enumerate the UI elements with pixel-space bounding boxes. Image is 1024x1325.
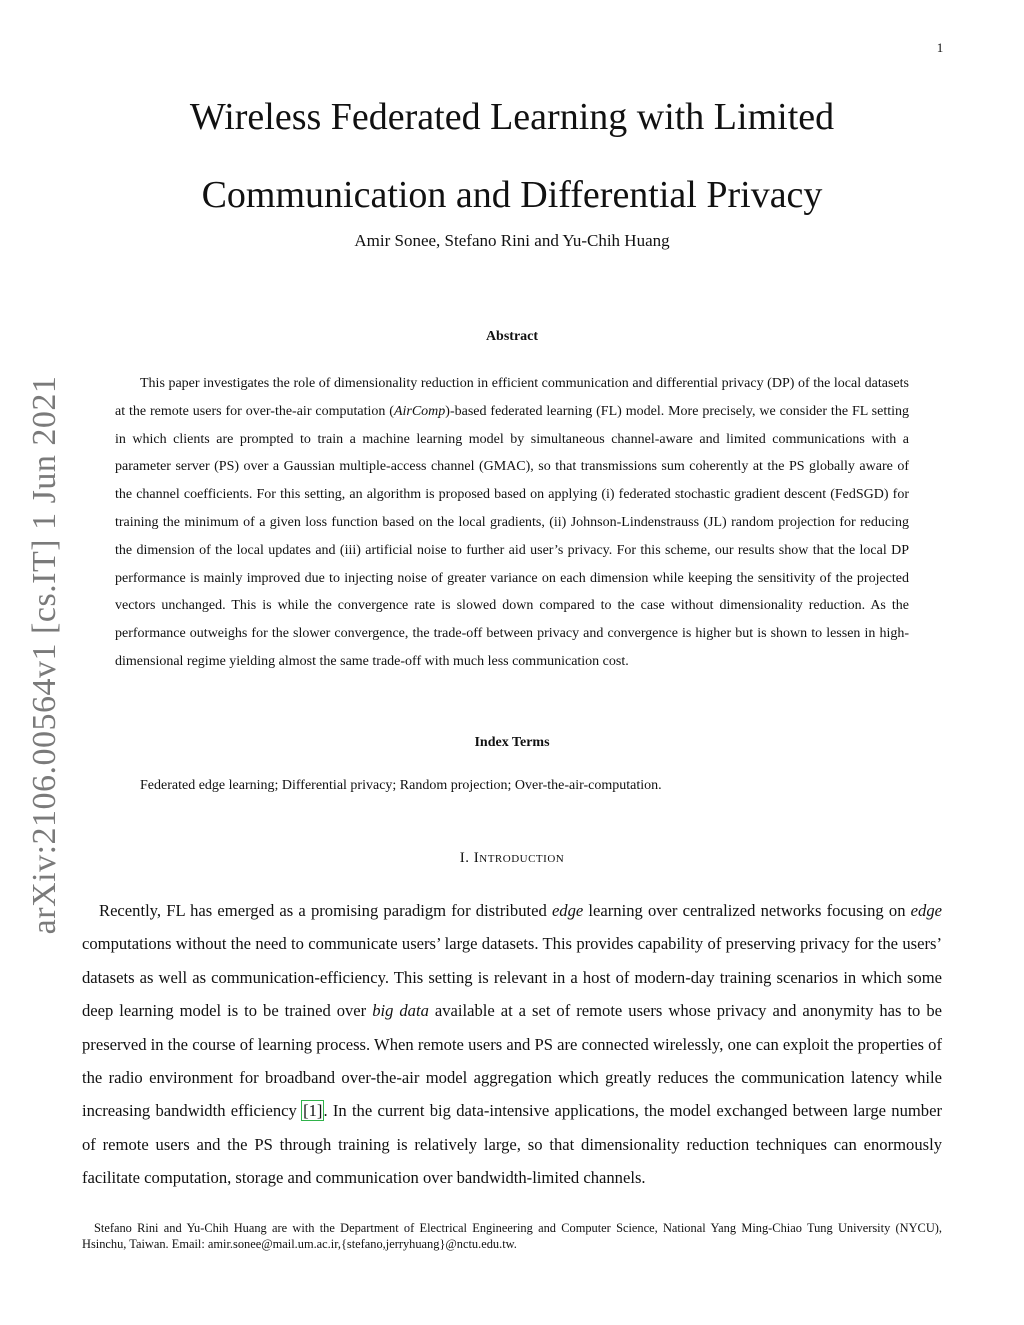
section-title-rest: ntroduction [479, 850, 565, 866]
abstract-text [115, 370, 909, 676]
title-line-2: Communication and Differential Privacy [201, 174, 823, 216]
index-terms-heading: Index Terms [474, 735, 550, 750]
intro-emphasis: edge [551, 901, 584, 920]
index-terms-text: Federated edge learning; Differential privacy; Random projection; Over-the-air-computation. [140, 778, 662, 793]
abstract-emphasis: AirComp [393, 403, 446, 419]
intro-text-part: . In the current big data-intensive applications, the model exchanged between large number of remote users and the PS through training is relatively large, so that dimensionality reduction techniques can enormously facilitate computation, storage and communication over bandwidth-limited channels. [82, 1101, 942, 1188]
intro-emphasis: big data [372, 1001, 429, 1021]
intro-text-part: available at a set of remote users whose privacy and anonymity has to be preserved in the course of learning process. When remote users and PS are connected wirelessly, one can exploit the properties of the radio environment for broadband over-the-air model aggregation which greatly reduces the communication latency while increasing bandwidth efficiency [82, 1001, 942, 1121]
section-numeral: I. [459, 850, 474, 866]
intro-text-part: computations without the need to communicate users’ large datasets. This provides capability of preserving privacy for the users’ datasets as well as communication-efficiency. This setting is relevant in a host of modern-day training scenarios in which some deep learning model is to be trained over [82, 934, 942, 1021]
author-list: Amir Sonee, Stefano Rini and Yu-Chih Huang [354, 231, 670, 250]
abstract-heading: Abstract [485, 329, 539, 344]
section-heading-introduction [0, 850, 1024, 867]
arxiv-identifier-stamp[interactable]: arXiv:2106.00564v1 [cs.IT] 1 Jun 2021 [26, 375, 63, 935]
abstract-text-part: This paper investigates the role of dimensionality reduction in efficient communication and differential privacy (DP) of the local datasets at the remote users for over-the-air computation ( [115, 376, 909, 419]
title-line-1: Wireless Federated Learning with Limited [189, 96, 835, 138]
paper-title [0, 78, 1024, 234]
intro-text-part: learning over centralized networks focusing on [583, 901, 911, 920]
introduction-paragraph [82, 894, 942, 1195]
abstract-text-part: )-based federated learning (FL) model. More precisely, we consider the FL setting in which clients are prompted to train a machine learning model by simultaneous channel-aware and limited communications with a parameter server (PS) over a Gaussian multiple-access channel (GMAC), so that transmissions sum coherently at the PS globally aware of the channel coefficients. For this setting, an algorithm is proposed based on applying (i) federated stochastic gradient descent (FedSGD) for training the minimum of a given loss function based on the local gradients, (ii) Johnson-Lindenstrauss (JL) random projection for reducing the dimension of the local updates and (iii) artificial noise to further aid user’s privacy. For this scheme, our results show that the local DP performance is mainly improved due to injecting noise of greater variance on each dimension while keeping the sensitivity of the projected vectors unchanged. This is while the convergence rate is slowed down compared to the case without dimensionality reduction. As the performance outweighs for the slower convergence, the trade-off between privacy and convergence is higher but is shown to lessen in high-dimensional regime yielding almost the same trade-off with much less communication cost. [115, 403, 909, 669]
page-number: 1 [936, 40, 944, 55]
author-affiliation-footnote: Stefano Rini and Yu-Chih Huang are with the Department of Electrical Engineering and Computer Science, National Yang Ming-Chiao Tung University (NYCU), Hsinchu, Taiwan. Email: amir.sonee@mail.um.ac.ir,{stefano,jerryhuang}@nctu.edu.tw. [82, 1221, 942, 1251]
section-title-initial: I [473, 850, 480, 866]
intro-text-part: Recently, FL has emerged as a promising paradigm for distributed [99, 901, 552, 920]
intro-emphasis: edge [910, 901, 942, 920]
citation-link[interactable]: [1] [303, 1101, 323, 1121]
